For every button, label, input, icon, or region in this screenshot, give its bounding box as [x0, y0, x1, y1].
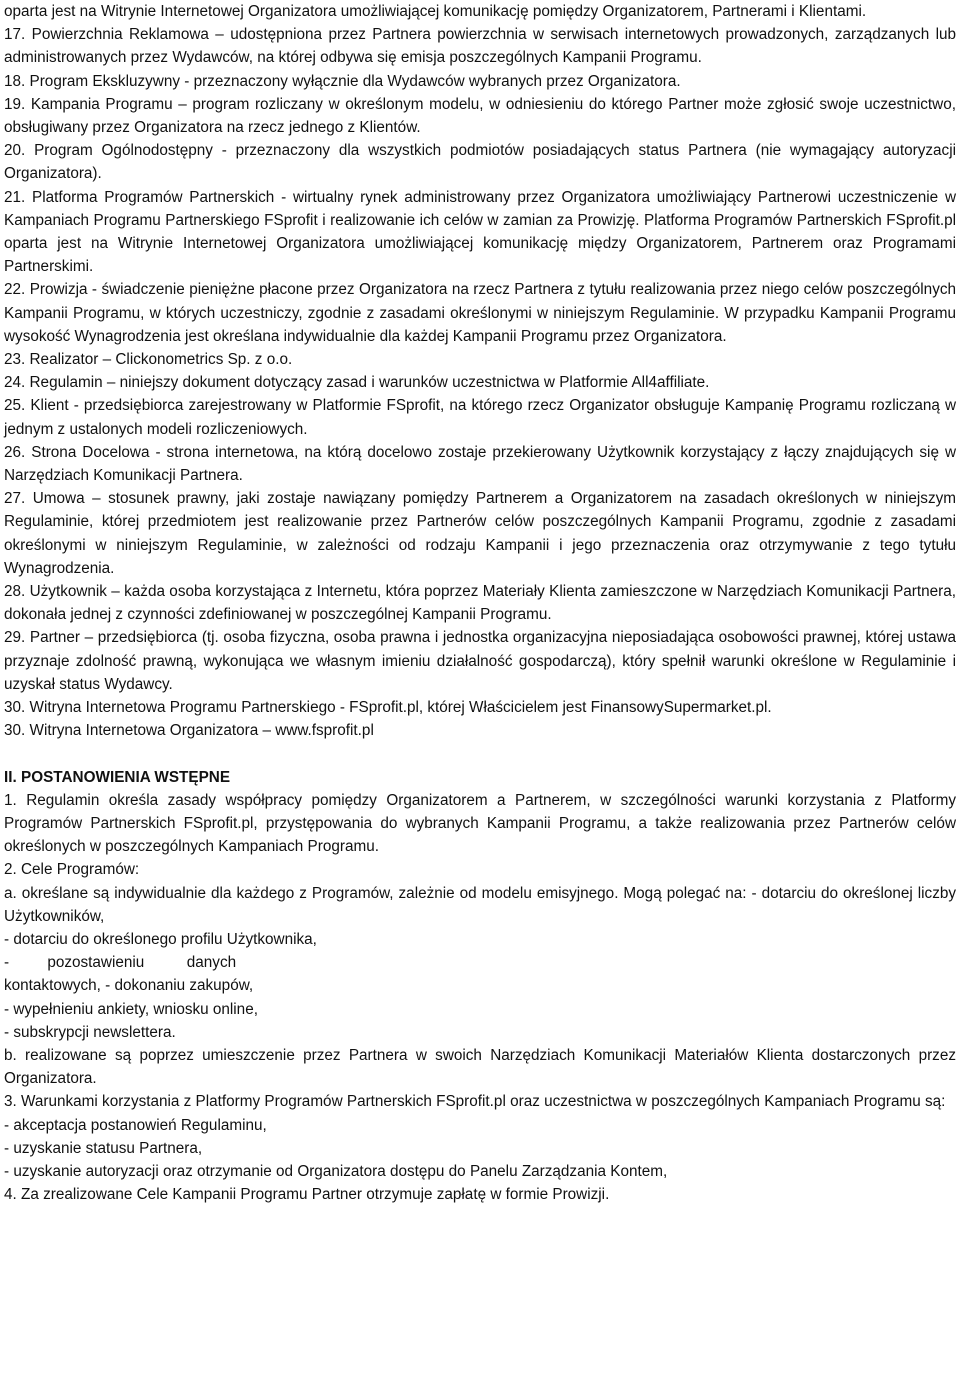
section-spacer — [4, 743, 956, 766]
list-item: - subskrypcji newslettera. — [4, 1023, 176, 1041]
definition-19: 19. Kampania Programu – program rozliczany w określonym modelu, w odniesieniu do którego Partner może zgłosić swoje uczestnictwo, obsługiwany przez Organizatora na rzecz jednego z Klientów. — [4, 95, 956, 137]
section-heading: II. POSTANOWIENIA WSTĘPNE — [4, 768, 231, 786]
definition-30-organizer-site: 30. Witryna Internetowa Organizatora – www.fsprofit.pl — [4, 722, 374, 740]
definition-23: 23. Realizator – Clickonometrics Sp. z o.o. — [4, 351, 293, 369]
definition-18: 18. Program Ekskluzywny - przeznaczony wyłącznie dla Wydawców wybranych przez Organizatora. — [4, 72, 681, 90]
definition-21: 21. Platforma Programów Partnerskich - wirtualny rynek administrowany przez Organizatora umożliwiający Partnerowi uczestniczenie w Kampaniach Programu Partnerskiego FSprofit i realizowanie ich celów w zamian za Prowizję. Platforma Programów Partnerskich FSprofit.pl oparta jest na Witrynie Internetowej Organizatora umożliwiającej komunikację między Organizatorem, Partnerem oraz Programami Partnerskimi. — [4, 188, 956, 276]
list-item: - pozostawieniu danych — [4, 954, 237, 972]
definition-29: 29. Partner – przedsiębiorca (tj. osoba fizyczna, osoba prawna i jednostka organizacyjna nieposiadająca osobowości prawnej, której ustawa przyznaje zdolność prawną, wykonująca we własnym imieniu działalność gospodarczą), który spełnił warunki określone w Regulaminie i uzyskał status Wydawcy. — [4, 629, 956, 693]
definition-20: 20. Program Ogólnodostępny - przeznaczony dla wszystkich podmiotów posiadających status Partnera (nie wymagający autoryzacji Organizatora). — [4, 142, 956, 183]
list-item: - uzyskanie autoryzacji oraz otrzymanie od Organizatora dostępu do Panelu Zarządzania Kontem, — [4, 1162, 668, 1180]
definition-28: 28. Użytkownik – każda osoba korzystająca z Internetu, która poprzez Materiały Klienta zamieszczone w Narzędziach Komunikacji Partnera, dokonała jednej z czynności zdefiniowanej w poszczególnej Kampanii Programu. — [4, 583, 956, 624]
list-item: - wypełnieniu ankiety, wniosku online, — [4, 1000, 258, 1018]
provision-2b: b. realizowane są poprzez umieszczenie przez Partnera w swoich Narzędziach Komunikacji Materiałów Klienta dostarczonych przez Organizatora. — [4, 1046, 956, 1088]
provision-2a: a. określane są indywidualnie dla każdego z Programów, zależnie od modelu emisyjnego. Mogą polegać na: - dotarciu do określonej liczby Użytkowników, — [4, 884, 956, 925]
definition-24: 24. Regulamin – niniejszy dokument dotyczący zasad i warunków uczestnictwa w Platformie All4affiliate. — [4, 374, 710, 392]
definition-25: 25. Klient - przedsiębiorca zarejestrowany w Platformie FSprofit, na którego rzecz Organizator obsługuje Kampanię Programu rozliczaną w jednym z ustalonych modeli rozliczeniowych. — [4, 397, 956, 438]
definition-30-partner-site: 30. Witryna Internetowa Programu Partnerskiego - FSprofit.pl, której Właścicielem jest FinansowySupermarket.pl. — [4, 699, 772, 717]
definition-27: 27. Umowa – stosunek prawny, jaki zostaje nawiązany pomiędzy Partnerem a Organizatorem na zasadach określonych w niniejszym Regulaminie, której przedmiotem jest realizowanie przez Partnerów celów poszczególnych Kampanii Programu, zgodnie z zasadami określonymi w niniejszym Regulaminie, w zależności od rodzaju Kampanii i jego przeznaczenia oraz otrzymywanie z tego tytułu Wynagrodzenia. — [4, 490, 956, 577]
provision-3: 3. Warunkami korzystania z Platformy Programów Partnerskich FSprofit.pl oraz uczestnictwa w poszczególnych Kampaniach Programu są: — [4, 1093, 946, 1111]
list-item: kontaktowych, - dokonaniu zakupów, — [4, 977, 254, 995]
provision-2: 2. Cele Programów: — [4, 861, 140, 879]
definition-22: 22. Prowizja - świadczenie pieniężne płacone przez Organizatora na rzecz Partnera z tytułu realizowania przez niego celów poszczególnych Kampanii Programu, w których uczestniczy, zgodnie z zasadami określonymi w niniejszym Regulaminie. W przypadku Kampanii Programu wysokość Wynagrodzenia jest określana indywidualnie dla każdej Kampanii Programu przez Organizatora. — [4, 281, 956, 345]
continuation-paragraph: oparta jest na Witrynie Internetowej Organizatora umożliwiającej komunikację pomiędzy Organizatorem, Partnerami i Klientami. — [4, 3, 867, 20]
provision-1: 1. Regulamin określa zasady współpracy pomiędzy Organizatorem a Partnerem, w szczególności warunki korzystania z Platformy Programów Partnerskich FSprofit.pl, przystępowania do wybranych Kampanii Programu, a także realizowania przez Partnerów celów określonych w poszczególnych Kampaniach Programu. — [4, 791, 956, 856]
list-item: - akceptacja postanowień Regulaminu, — [4, 1116, 267, 1134]
definition-17: 17. Powierzchnia Reklamowa – udostępniona przez Partnera powierzchnia w serwisach internetowych prowadzonych, zarządzanych lub administrowanych przez Wydawców, na której odbywa się emisja poszczególnych Kampanii Programu. — [4, 26, 956, 67]
definition-26: 26. Strona Docelowa - strona internetowa, na którą docelowo zostaje przekierowany Użytkownik korzystający z łączy znajdujących się w Narzędziach Komunikacji Partnera. — [4, 443, 956, 485]
list-item: - dotarciu do określonego profilu Użytkownika, — [4, 930, 317, 948]
list-item: - uzyskanie statusu Partnera, — [4, 1139, 203, 1157]
provision-4: 4. Za zrealizowane Cele Kampanii Programu Partner otrzymuje zapłatę w formie Prowizji. — [4, 1186, 610, 1204]
regulation-document — [4, 0, 956, 1206]
